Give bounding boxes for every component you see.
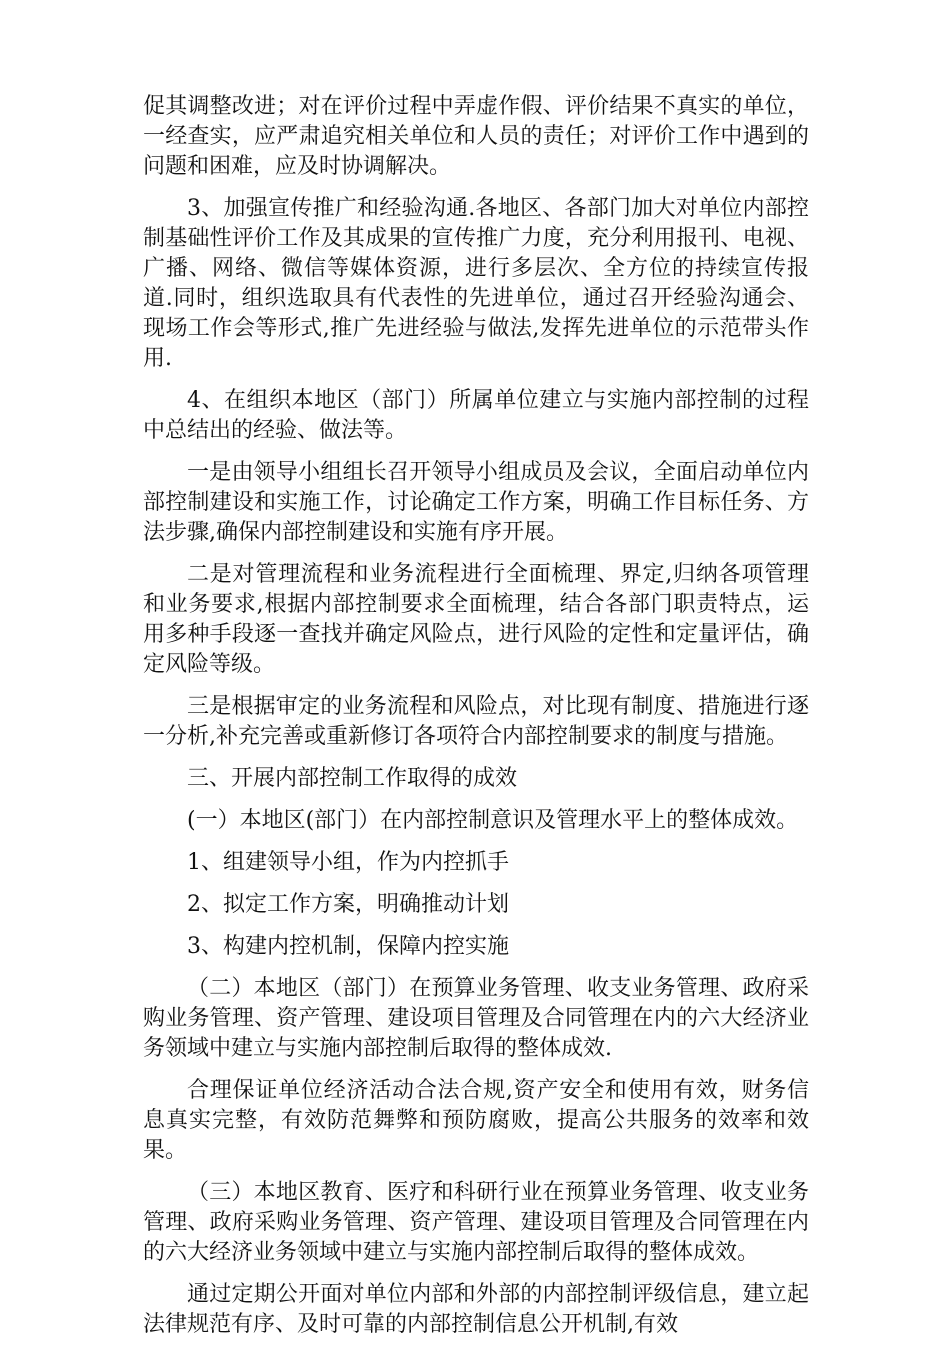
subsection-heading-3: （三）本地区教育、医疗和科研行业在预算业务管理、收支业务管理、政府采购业务管理、资产管理、建设项目管理及合同管理在内的六大经济业务领域中建立与实施内部控制后取得的整体成效。 <box>143 1180 809 1265</box>
paragraph-continuation: 促其调整改进；对在评价过程中弄虚作假、评价结果不真实的单位，一经查实，应严肃追究相关单位和人员的责任；对评价工作中遇到的问题和困难，应及时协调解决。 <box>143 94 809 179</box>
document-page <box>143 92 809 1352</box>
paragraph-second-point: 二是对管理流程和业务流程进行全面梳理、界定,归纳各项管理和业务要求,根据内部控制要求全面梳理，结合各部门职责特点，运用多种手段逐一查找并确定风险点，进行风险的定性和定量评估，确定风险等级。 <box>143 562 809 677</box>
paragraph-effect-summary: 合理保证单位经济活动合法合规,资产安全和使用有效，财务信息真实完整，有效防范舞弊和预防腐败，提高公共服务的效率和效果。 <box>143 1078 809 1163</box>
paragraph-item-3: 3、加强宣传推广和经验沟通.各地区、各部门加大对单位内部控制基础性评价工作及其成果的宣传推广力度，充分利用报刊、电视、广播、网络、微信等媒体资源，进行多层次、全方位的持续宣传报道.同时，组织选取具有代表性的先进单位，通过召开经验沟通会、现场工作会等形式,推广先进经验与做法,发挥先进单位的示范带头作用. <box>143 196 809 371</box>
paragraph-third-point: 三是根据审定的业务流程和风险点，对比现有制度、措施进行逐一分析,补充完善或重新修订各项符合内部控制要求的制度与措施。 <box>143 694 809 749</box>
paragraph-disclosure: 通过定期公开面对单位内部和外部的内部控制评级信息，建立起法律规范有序、及时可靠的内部控制信息公开机制,有效 <box>143 1282 809 1337</box>
subsection-heading-1: (一）本地区(部门）在内部控制意识及管理水平上的整体成效。 <box>187 808 799 833</box>
paragraph-item-4: 4、在组织本地区（部门）所属单位建立与实施内部控制的过程中总结出的经验、做法等。 <box>143 388 809 443</box>
list-item-2: 2、拟定工作方案，明确推动计划 <box>187 892 509 917</box>
subsection-heading-2: （二）本地区（部门）在预算业务管理、收支业务管理、政府采购业务管理、资产管理、建设项目管理及合同管理在内的六大经济业务领域中建立与实施内部控制后取得的整体成效. <box>143 976 809 1061</box>
section-heading-3: 三、开展内部控制工作取得的成效 <box>187 766 518 791</box>
paragraph-first-point: 一是由领导小组组长召开领导小组成员及会议，全面启动单位内部控制建设和实施工作，讨论确定工作方案，明确工作目标任务、方法步骤,确保内部控制建设和实施有序开展。 <box>143 460 809 545</box>
list-item-1: 1、组建领导小组，作为内控抓手 <box>187 850 509 875</box>
list-item-3: 3、构建内控机制，保障内控实施 <box>187 934 509 959</box>
